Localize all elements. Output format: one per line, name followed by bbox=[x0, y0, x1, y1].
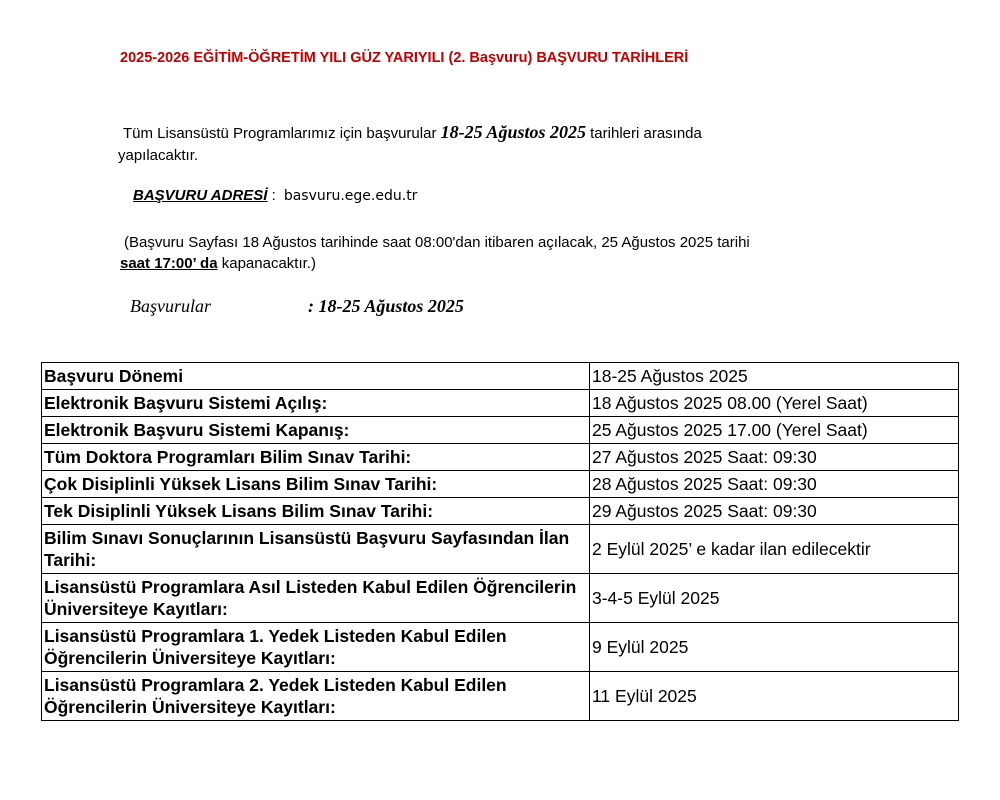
summary-label: Başvurular bbox=[130, 296, 211, 316]
table-row bbox=[42, 417, 959, 444]
schedule-value: 3-4-5 Eylül 2025 bbox=[590, 574, 959, 623]
table-row bbox=[42, 444, 959, 471]
schedule-value: 25 Ağustos 2025 17.00 (Yerel Saat) bbox=[590, 417, 959, 444]
note-line1: (Başvuru Sayfası 18 Ağustos tarihinde saat 08:00'dan itibaren açılacak, 25 Ağustos 2025 tarihi bbox=[124, 234, 750, 251]
schedule-label: Elektronik Başvuru Sistemi Kapanış: bbox=[42, 417, 590, 444]
schedule-value: 9 Eylül 2025 bbox=[590, 623, 959, 672]
summary-value: : 18-25 Ağustos 2025 bbox=[308, 296, 464, 316]
schedule-value: 18-25 Ağustos 2025 bbox=[590, 363, 959, 390]
table-row bbox=[42, 471, 959, 498]
schedule-label: Tüm Doktora Programları Bilim Sınav Tarihi: bbox=[42, 444, 590, 471]
application-note bbox=[120, 232, 900, 274]
note-highlight: saat 17:00’ da bbox=[120, 255, 218, 272]
schedule-value: 18 Ağustos 2025 08.00 (Yerel Saat) bbox=[590, 390, 959, 417]
address-link[interactable]: basvuru.ege.edu.tr bbox=[283, 188, 418, 204]
schedule-table bbox=[41, 362, 959, 721]
table-row bbox=[42, 574, 959, 623]
schedule-value: 28 Ağustos 2025 Saat: 09:30 bbox=[590, 471, 959, 498]
schedule-value: 2 Eylül 2025’ e kadar ilan edilecektir bbox=[590, 525, 959, 574]
intro-text-after: tarihleri arasında bbox=[585, 125, 702, 142]
application-summary bbox=[130, 296, 464, 317]
table-row bbox=[42, 623, 959, 672]
schedule-value: 29 Ağustos 2025 Saat: 09:30 bbox=[590, 498, 959, 525]
table-row bbox=[42, 672, 959, 721]
intro-paragraph bbox=[118, 121, 878, 167]
address-separator: : bbox=[267, 187, 276, 204]
table-row bbox=[42, 498, 959, 525]
schedule-label: Lisansüstü Programlara 2. Yedek Listeden Kabul Edilen Öğrencilerin Üniversiteye Kayıtları: bbox=[42, 672, 590, 721]
schedule-label: Tek Disiplinli Yüksek Lisans Bilim Sınav Tarihi: bbox=[42, 498, 590, 525]
schedule-label: Lisansüstü Programlara 1. Yedek Listeden Kabul Edilen Öğrencilerin Üniversiteye Kayıtları: bbox=[42, 623, 590, 672]
schedule-label: Çok Disiplinli Yüksek Lisans Bilim Sınav Tarihi: bbox=[42, 471, 590, 498]
note-rest: kapanacaktır.) bbox=[217, 255, 316, 272]
intro-text-before: Tüm Lisansüstü Programlarımız için başvurular bbox=[123, 125, 441, 142]
table-row bbox=[42, 363, 959, 390]
schedule-label: Elektronik Başvuru Sistemi Açılış: bbox=[42, 390, 590, 417]
schedule-label: Başvuru Dönemi bbox=[42, 363, 590, 390]
schedule-label: Lisansüstü Programlara Asıl Listeden Kabul Edilen Öğrencilerin Üniversiteye Kayıtları: bbox=[42, 574, 590, 623]
schedule-value: 11 Eylül 2025 bbox=[590, 672, 959, 721]
address-label: BAŞVURU ADRESİ bbox=[133, 187, 268, 204]
intro-text-line2: yapılacaktır. bbox=[118, 147, 199, 164]
page-title: 2025-2026 EĞİTİM-ÖĞRETİM YILI GÜZ YARIYILI (2. Başvuru) BAŞVURU TARİHLERİ bbox=[120, 50, 689, 66]
schedule-value: 27 Ağustos 2025 Saat: 09:30 bbox=[590, 444, 959, 471]
table-row bbox=[42, 390, 959, 417]
application-address bbox=[133, 187, 417, 204]
schedule-label: Bilim Sınavı Sonuçlarının Lisansüstü Başvuru Sayfasından İlan Tarihi: bbox=[42, 525, 590, 574]
intro-dates: 18-25 Ağustos 2025 bbox=[440, 122, 586, 142]
table-row bbox=[42, 525, 959, 574]
